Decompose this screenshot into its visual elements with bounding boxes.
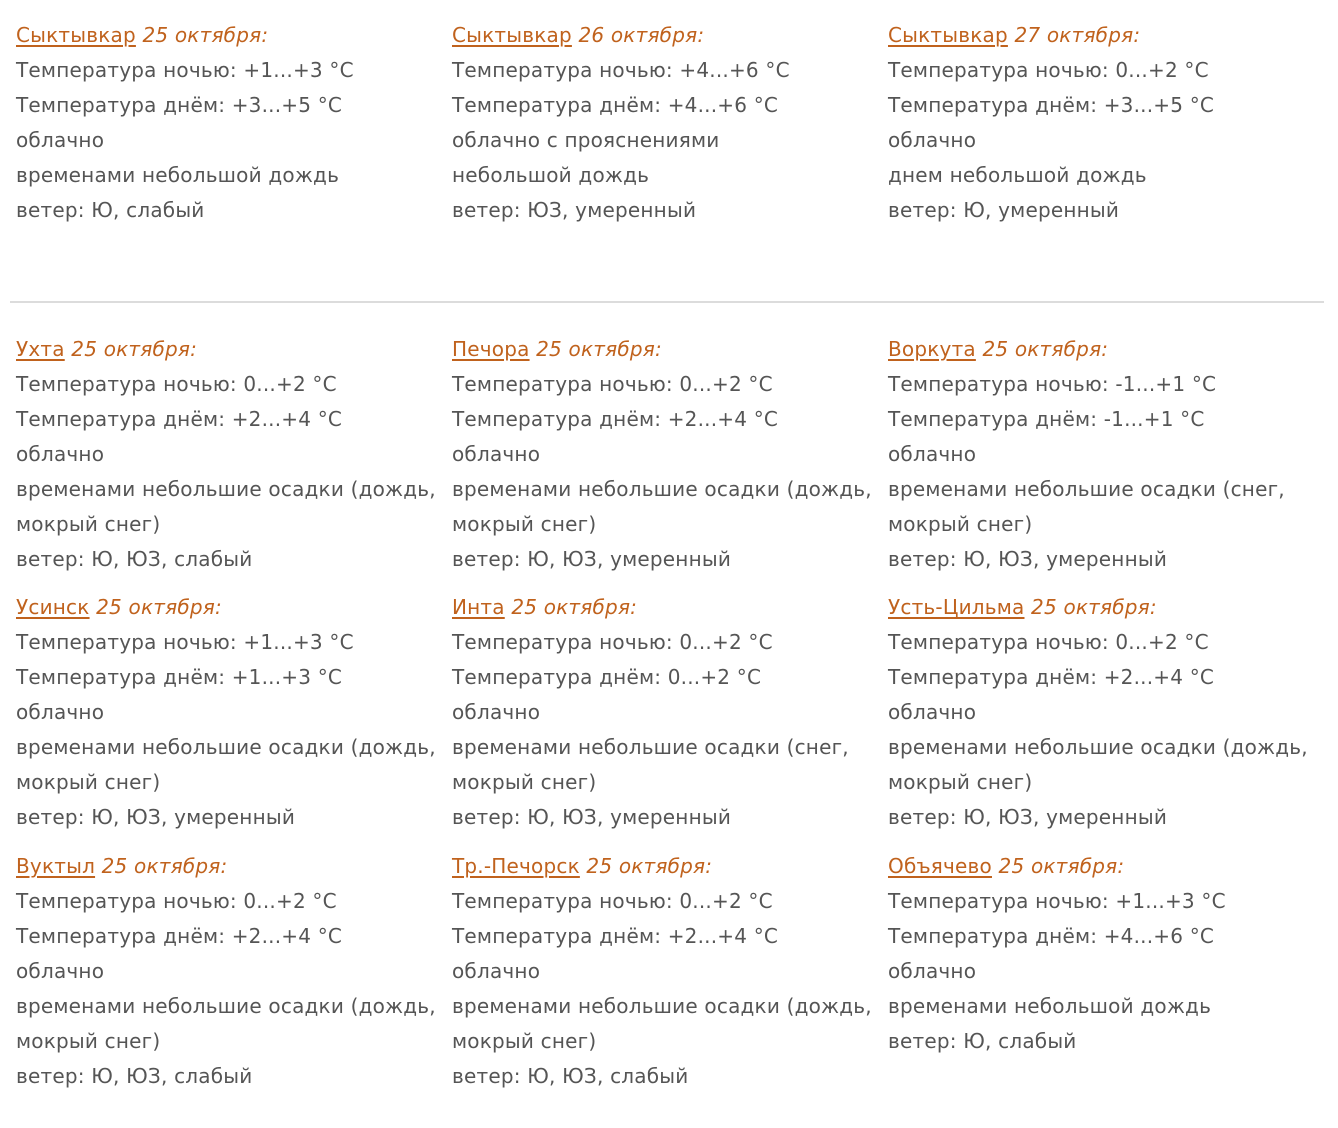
forecast-heading <box>452 849 888 884</box>
precipitation-line-1: временами небольшие осадки (снег, <box>888 477 1285 501</box>
forecast-card <box>452 18 888 228</box>
precipitation-line-1: временами небольшие осадки (дождь, <box>16 477 436 501</box>
cities-row-2 <box>16 590 1326 849</box>
wind: ветер: Ю, слабый <box>16 198 205 222</box>
cities-row-1 <box>16 332 1326 590</box>
day-temperature: Температура днём: +2...+4 °C <box>16 407 343 431</box>
precipitation-line-2: мокрый снег) <box>888 770 1033 794</box>
forecast-heading <box>888 590 1324 625</box>
forecast-card <box>452 590 888 849</box>
day-temperature: Температура днём: +2...+4 °C <box>888 665 1215 689</box>
night-temperature: Температура ночью: 0...+2 °C <box>888 630 1209 654</box>
forecast-date: 25 октября: <box>1031 595 1157 619</box>
sky-condition: облачно <box>888 442 977 466</box>
precipitation-line-2: мокрый снег) <box>16 1029 161 1053</box>
precipitation-line-1: временами небольшие осадки (дождь, <box>16 994 436 1018</box>
sky-condition: облачно <box>452 959 541 983</box>
forecast-card <box>16 332 452 590</box>
wind: ветер: Ю, ЮЗ, слабый <box>16 1064 253 1088</box>
wind: ветер: Ю, умеренный <box>888 198 1120 222</box>
forecast-date: 27 октября: <box>1014 23 1141 47</box>
night-temperature: Температура ночью: 0...+2 °C <box>452 889 773 913</box>
night-temperature: Температура ночью: +1...+3 °C <box>16 58 354 82</box>
wind: ветер: ЮЗ, умеренный <box>452 198 697 222</box>
wind: ветер: Ю, ЮЗ, умеренный <box>452 547 732 571</box>
precipitation-line-1: временами небольшие осадки (дождь, <box>452 477 872 501</box>
forecast-date: 25 октября: <box>586 854 713 878</box>
forecast-card <box>452 849 888 1099</box>
forecast-heading <box>888 18 1324 53</box>
wind: ветер: Ю, ЮЗ, умеренный <box>452 805 732 829</box>
city-link[interactable]: Воркута <box>888 337 976 361</box>
forecast-card <box>452 332 888 590</box>
forecast-card <box>888 849 1324 1099</box>
night-temperature: Температура ночью: 0...+2 °C <box>16 889 337 913</box>
night-temperature: Температура ночью: 0...+2 °C <box>452 372 773 396</box>
wind: ветер: Ю, слабый <box>888 1029 1077 1053</box>
forecast-heading <box>452 590 888 625</box>
sky-condition: облачно <box>16 959 105 983</box>
night-temperature: Температура ночью: -1...+1 °C <box>888 372 1217 396</box>
forecast-date: 25 октября: <box>96 595 222 619</box>
city-link[interactable]: Сыктывкар <box>452 23 572 47</box>
city-link[interactable]: Сыктывкар <box>16 23 136 47</box>
precipitation: днем небольшой дождь <box>888 163 1147 187</box>
forecast-date: 26 октября: <box>578 23 705 47</box>
sky-condition: облачно <box>888 128 977 152</box>
forecast-heading <box>452 18 888 53</box>
city-link[interactable]: Печора <box>452 337 530 361</box>
night-temperature: Температура ночью: +4...+6 °C <box>452 58 790 82</box>
forecast-card <box>888 590 1324 849</box>
day-temperature: Температура днём: 0...+2 °C <box>452 665 762 689</box>
sky-condition: облачно <box>888 959 977 983</box>
forecast-card <box>888 332 1324 590</box>
city-link[interactable]: Усинск <box>16 595 90 619</box>
precipitation: небольшой дождь <box>452 163 650 187</box>
forecast-heading <box>16 332 452 367</box>
section-divider <box>10 301 1324 303</box>
wind: ветер: Ю, ЮЗ, слабый <box>452 1064 689 1088</box>
forecast-card <box>888 18 1324 228</box>
forecast-date: 25 октября: <box>101 854 228 878</box>
precipitation-line-1: временами небольшие осадки (дождь, <box>452 994 872 1018</box>
night-temperature: Температура ночью: +1...+3 °C <box>16 630 354 654</box>
day-temperature: Температура днём: +3...+5 °C <box>16 93 343 117</box>
forecast-card <box>16 18 452 228</box>
forecast-date: 25 октября: <box>71 337 198 361</box>
sky-condition: облачно <box>452 442 541 466</box>
precipitation-line-2: мокрый снег) <box>452 770 597 794</box>
wind: ветер: Ю, ЮЗ, слабый <box>16 547 253 571</box>
city-link[interactable]: Сыктывкар <box>888 23 1008 47</box>
forecast-heading <box>888 332 1324 367</box>
day-temperature: Температура днём: +1...+3 °C <box>16 665 343 689</box>
wind: ветер: Ю, ЮЗ, умеренный <box>888 805 1168 829</box>
city-link[interactable]: Ухта <box>16 337 65 361</box>
precipitation-line-1: временами небольшой дождь <box>888 994 1212 1018</box>
precipitation-line-2: мокрый снег) <box>888 512 1033 536</box>
sky-condition: облачно <box>888 700 977 724</box>
sky-condition: облачно <box>452 700 541 724</box>
forecast-date: 25 октября: <box>536 337 662 361</box>
precipitation-line-2: мокрый снег) <box>452 512 597 536</box>
forecast-date: 25 октября: <box>142 23 269 47</box>
city-link[interactable]: Тр.-Печорск <box>452 854 580 878</box>
cities-row-3 <box>16 849 1326 1099</box>
sky-condition: облачно <box>16 700 105 724</box>
forecast-date: 25 октября: <box>998 854 1125 878</box>
night-temperature: Температура ночью: 0...+2 °C <box>16 372 337 396</box>
forecast-heading <box>452 332 888 367</box>
precipitation-line-1: временами небольшие осадки (дождь, <box>16 735 436 759</box>
precipitation-line-2: мокрый снег) <box>452 1029 597 1053</box>
day-temperature: Температура днём: +2...+4 °C <box>16 924 343 948</box>
day-temperature: Температура днём: -1...+1 °C <box>888 407 1205 431</box>
forecast-date: 25 октября: <box>982 337 1109 361</box>
night-temperature: Температура ночью: +1...+3 °C <box>888 889 1226 913</box>
forecast-heading <box>16 849 452 884</box>
precipitation-line-1: временами небольшие осадки (дождь, <box>888 735 1308 759</box>
sky-condition: облачно <box>16 442 105 466</box>
forecast-date: 25 октября: <box>511 595 638 619</box>
forecast-card <box>16 590 452 849</box>
day-temperature: Температура днём: +2...+4 °C <box>452 924 779 948</box>
city-link[interactable]: Объячево <box>888 854 992 878</box>
wind: ветер: Ю, ЮЗ, умеренный <box>16 805 296 829</box>
forecast-heading <box>16 18 452 53</box>
forecast-heading <box>16 590 452 625</box>
day-temperature: Температура днём: +3...+5 °C <box>888 93 1215 117</box>
night-temperature: Температура ночью: 0...+2 °C <box>888 58 1209 82</box>
precipitation-line-2: мокрый снег) <box>16 512 161 536</box>
city-link[interactable]: Вуктыл <box>16 854 96 878</box>
precipitation-line-2: мокрый снег) <box>16 770 161 794</box>
cities-forecast-block <box>16 332 1326 1099</box>
precipitation: временами небольшой дождь <box>16 163 340 187</box>
forecast-card <box>16 849 452 1099</box>
city-link[interactable]: Усть-Цильма <box>888 595 1025 619</box>
city-link[interactable]: Инта <box>452 595 505 619</box>
sky-condition: облачно <box>16 128 105 152</box>
syktyvkar-forecast-row <box>16 18 1326 228</box>
day-temperature: Температура днём: +2...+4 °C <box>452 407 779 431</box>
sky-condition: облачно с прояснениями <box>452 128 720 152</box>
precipitation-line-1: временами небольшие осадки (снег, <box>452 735 849 759</box>
day-temperature: Температура днём: +4...+6 °C <box>888 924 1215 948</box>
night-temperature: Температура ночью: 0...+2 °C <box>452 630 773 654</box>
day-temperature: Температура днём: +4...+6 °C <box>452 93 779 117</box>
syktyvkar-forecast-block <box>16 18 1326 228</box>
wind: ветер: Ю, ЮЗ, умеренный <box>888 547 1168 571</box>
forecast-heading <box>888 849 1324 884</box>
